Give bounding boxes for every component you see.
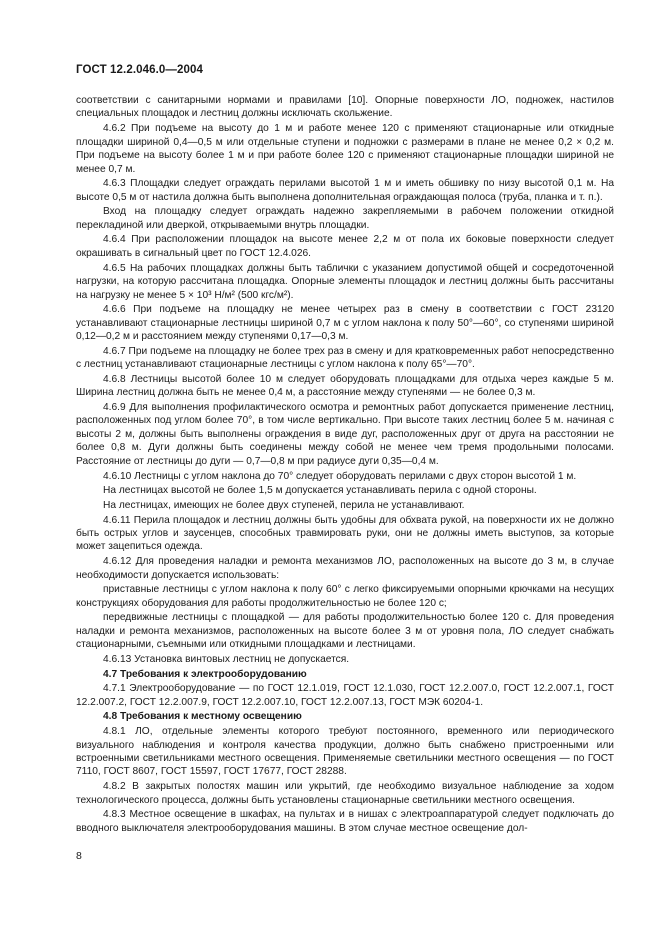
paragraph: 4.6.4 При расположении площадок на высоте менее 2,2 м от пола их боковые поверхности следует окрашивать в сигнальный цвет по ГОСТ 12.4.026. <box>76 234 614 259</box>
document-body <box>76 94 614 836</box>
paragraph: 4.6.3 Площадки следует ограждать перилами высотой 1 м и иметь обшивку по низу высотой 0,1 м. На высоте 0,5 м от настила должна быть выполнена дополнительная ограждающая полоса (труба, планка и т. п.). <box>76 178 614 203</box>
paragraph: 4.8.3 Местное освещение в шкафах, на пультах и в нишах с электроаппаратурой следует подключать до вводного выключателя электрооборудования машины. В этом случае местное освещение дол- <box>76 809 614 834</box>
paragraph: приставные лестницы с углом наклона к полу 60° с легко фиксируемыми опорными крючками на несущих конструкциях оборудования для работы продолжительностью не более 120 с; <box>76 584 614 609</box>
paragraph: 4.6.12 Для проведения наладки и ремонта механизмов ЛО, расположенных на высоте до 3 м, в случае необходимости допускается использовать: <box>76 556 614 581</box>
section-heading: 4.8 Требования к местному освещению <box>103 711 302 723</box>
paragraph: 4.6.2 При подъеме на высоту до 1 м и работе менее 120 с применяют стационарные или откидные площадки шириной 0,4—0,5 м или отдельные ступени и подножки с размерами в плане не менее 0,2 × 0,2 м. При подъеме на высоту более 1 м и при работе более 120 с применяют стационарные площадки шириной не менее 0,7 м. <box>76 123 614 175</box>
paragraph: 4.6.10 Лестницы с углом наклона до 70° следует оборудовать перилами с двух сторон высотой 1 м. <box>103 470 577 482</box>
paragraph: передвижные лестницы с площадкой — для работы продолжительностью более 120 с. Для проведения наладки и ремонта механизмов, расположенных на высоте более 3 м от уровня пола, ЛО следует снабжать стационарными, съемными или откидными площадками и лестницами. <box>76 612 614 651</box>
paragraph: 4.6.5 На рабочих площадках должны быть таблички с указанием допустимой общей и сосредоточенной нагрузки, на которую рассчитана площадка. Опорные элементы площадок и лестниц должны быть рассчитаны на нагрузку не менее 5 × 10³ Н/м² (500 кгс/м²). <box>76 262 614 301</box>
paragraph: 4.6.13 Установка винтовых лестниц не допускается. <box>103 653 350 665</box>
paragraph: 4.6.7 При подъеме на площадку не более трех раз в смену и для кратковременных работ непосредственно с лестниц устанавливают стационарные лестницы с углом наклона к полу 65°—70°. <box>76 345 614 371</box>
paragraph: 4.8.1 ЛО, отдельные элементы которого требуют постоянного, временного или периодического визуального наблюдения и контроля качества продукции, должно быть снабжено пристроенными или встроенными светильниками местного освещения. Применяемые светильники местного освещения — по ГОСТ 7110, ГОСТ 8607, ГОСТ 15597, ГОСТ 17677, ГОСТ 28288. <box>76 726 614 778</box>
paragraph: 4.7.1 Электрооборудование — по ГОСТ 12.1.019, ГОСТ 12.1.030, ГОСТ 12.2.007.0, ГОСТ 12.2.007.1, ГОСТ 12.2.007.2, ГОСТ 12.2.007.9, ГОСТ 12.2.007.10, ГОСТ 12.2.007.13, ГОСТ МЭК 60204-1. <box>76 683 614 708</box>
section-heading: 4.7 Требования к электрооборудованию <box>103 668 307 680</box>
paragraph: На лестницах высотой не более 1,5 м допускается устанавливать перила с одной стороны. <box>103 485 537 497</box>
paragraph: 4.6.6 При подъеме на площадку не менее четырех раз в смену в соответствии с ГОСТ 23120 устанавливают стационарные лестницы шириной 0,7 м с углом наклона к полу 50°—60°, со ступенями шириной 0,12—0,2 м и расстоянием между ступенями 0,17—0,3 м. <box>76 304 614 343</box>
paragraph: 4.6.11 Перила площадок и лестниц должны быть удобны для обхвата рукой, на поверхности их не должно быть острых углов и заусенцев, способных травмировать руки, они не должны иметь выступов, за которые может зацепиться одежда. <box>76 514 614 553</box>
paragraph: Вход на площадку следует ограждать надежно закрепляемыми в рабочем положении откидной перекладиной или дверкой, открываемыми внутрь площадки. <box>76 206 614 231</box>
document-header: ГОСТ 12.2.046.0—2004 <box>76 64 203 76</box>
paragraph: 4.6.8 Лестницы высотой более 10 м следует оборудовать площадками для отдыха через каждые 5 м. Ширина лестниц должна быть не менее 0,4 м, а расстояние между ступенями — не более 0,3 м. <box>76 373 614 399</box>
paragraph: 4.8.2 В закрытых полостях машин или укрытий, где необходимо визуальное наблюдение за ходом технологического процесса, должны быть установлены стационарные светильники местного освещения. <box>76 781 614 806</box>
paragraph: 4.6.9 Для выполнения профилактического осмотра и ремонтных работ допускается применение лестниц, расположенных под углом более 70°, в том числе вертикально. При высоте таких лестниц более 5 м. начиная с высоты 2 м, должны быть выполнены ограждения в виде дуг, расположенных друг от друга на расстоянии не более 0,8 м. Дуги должны быть соединены между собой не менее чем тремя продольными полосами. Расстояние от лестницы до дуги — 0,7—0,8 м при радиусе дуги 0,35—0,4 м. <box>76 402 614 467</box>
paragraph: На лестницах, имеющих не более двух ступеней, перила не устанавливают. <box>103 499 465 511</box>
paragraph: соответствии с санитарными нормами и правилами [10]. Опорные поверхности ЛО, подножек, настилов специальных площадок и лестниц должны исключать скольжение. <box>76 95 614 120</box>
page-number: 8 <box>76 850 82 862</box>
